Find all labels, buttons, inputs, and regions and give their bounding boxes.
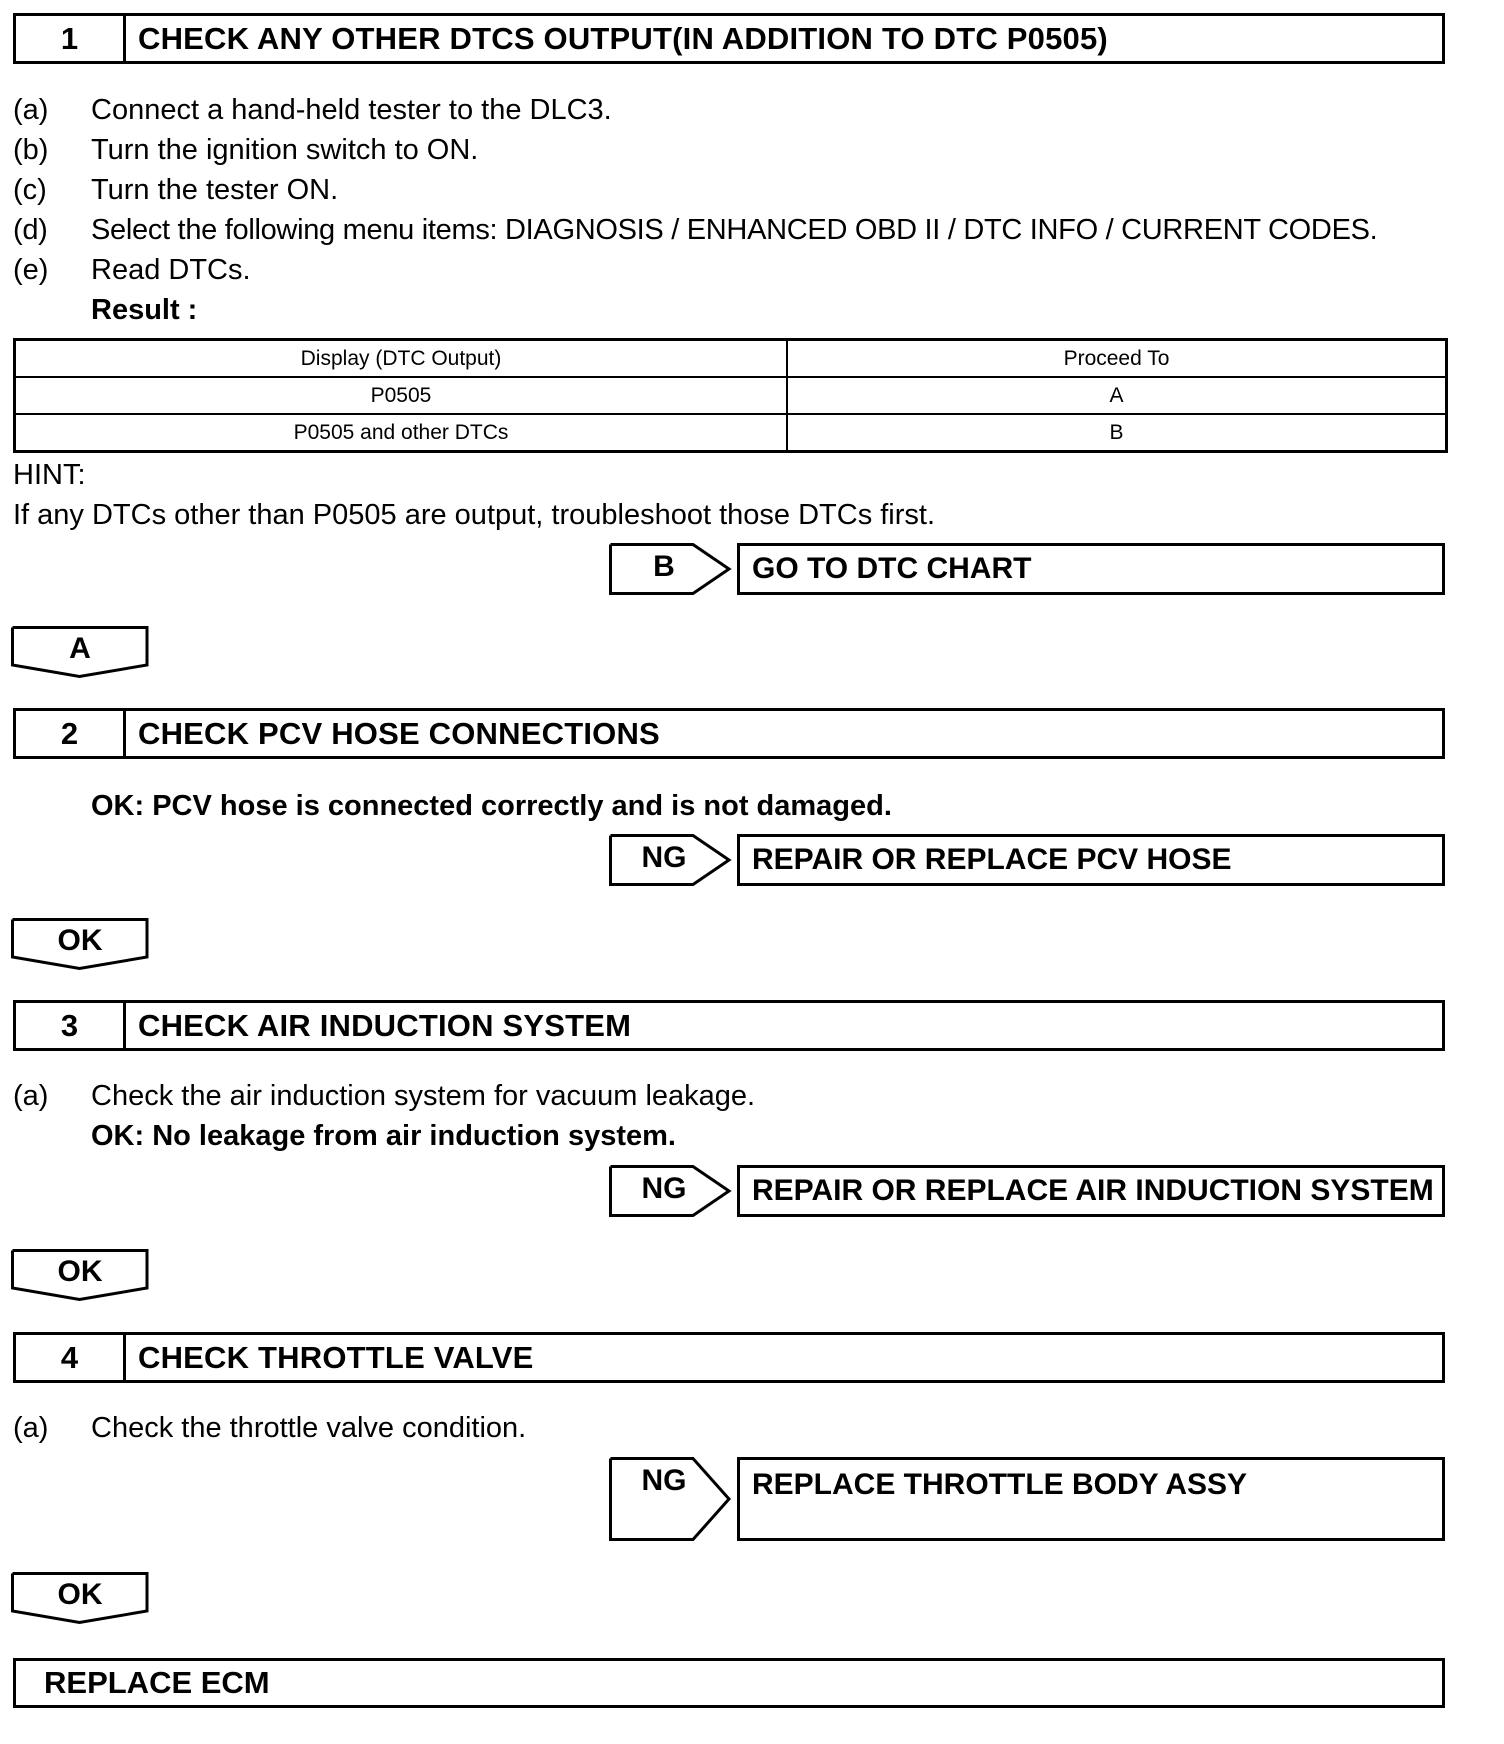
branch-action-box: REPAIR OR REPLACE AIR INDUCTION SYSTEM	[737, 1165, 1445, 1217]
continue-label: OK	[57, 924, 103, 957]
table-row	[15, 414, 1447, 452]
step-number: 3	[16, 1003, 126, 1048]
continue-label: A	[69, 632, 91, 665]
table-header-row	[15, 340, 1447, 378]
table-header: Proceed To	[787, 340, 1447, 378]
instruction-label: (c)	[13, 174, 47, 206]
step-number: 4	[16, 1335, 126, 1380]
instruction-label: (a)	[13, 1412, 49, 1444]
ok-criteria: OK: PCV hose is connected correctly and is not damaged.	[91, 790, 892, 822]
table-cell: P0505	[15, 377, 788, 414]
continue-label: OK	[57, 1255, 103, 1288]
step-title: CHECK PCV HOSE CONNECTIONS	[138, 715, 660, 751]
instruction-text: Turn the tester ON.	[91, 174, 339, 206]
result-label: Result :	[91, 294, 198, 326]
table-cell: B	[787, 414, 1447, 452]
instruction-text: Read DTCs.	[91, 254, 251, 286]
step-number: 1	[16, 16, 126, 61]
instruction-text: Check the air induction system for vacuum leakage.	[91, 1080, 756, 1112]
step-1-header	[13, 13, 1445, 64]
branch-action-box: REPLACE THROTTLE BODY ASSY	[737, 1457, 1445, 1541]
table-cell: P0505 and other DTCs	[15, 414, 788, 452]
instruction-label: (e)	[13, 254, 49, 286]
step-title: CHECK THROTTLE VALVE	[138, 1339, 534, 1375]
instruction-text: Connect a hand-held tester to the DLC3.	[91, 94, 612, 126]
branch-label: NG	[641, 841, 687, 874]
instruction-label: (b)	[13, 134, 49, 166]
final-action-box: REPLACE ECM	[13, 1658, 1445, 1708]
step-title: CHECK ANY OTHER DTCS OUTPUT(IN ADDITION TO DTC P0505)	[138, 20, 1108, 56]
branch-label: B	[653, 550, 675, 583]
instruction-text: Check the throttle valve condition.	[91, 1412, 527, 1444]
step-4-header	[13, 1332, 1445, 1383]
instruction-label: (a)	[13, 94, 49, 126]
instruction-label: (d)	[13, 214, 48, 246]
step-2-header	[13, 708, 1445, 759]
branch-action-box: GO TO DTC CHART	[737, 543, 1445, 595]
branch-label: NG	[641, 1172, 687, 1205]
branch-action-box: REPAIR OR REPLACE PCV HOSE	[737, 834, 1445, 886]
continue-label: OK	[57, 1578, 103, 1611]
step-3-header	[13, 1000, 1445, 1051]
step-number: 2	[16, 711, 126, 756]
result-table	[13, 338, 1448, 453]
instruction-text: Select the following menu items: DIAGNOSIS / ENHANCED OBD II / DTC INFO / CURRENT CODES.	[91, 214, 1378, 246]
table-cell: A	[787, 377, 1447, 414]
instruction-label: (a)	[13, 1080, 49, 1112]
branch-label: NG	[641, 1464, 687, 1497]
ok-criteria: OK: No leakage from air induction system.	[91, 1120, 676, 1152]
table-header: Display (DTC Output)	[15, 340, 788, 378]
instruction-text: Turn the ignition switch to ON.	[91, 134, 479, 166]
hint-label: HINT:	[13, 459, 86, 491]
hint-text: If any DTCs other than P0505 are output, troubleshoot those DTCs first.	[13, 499, 936, 531]
table-row	[15, 377, 1447, 414]
step-title: CHECK AIR INDUCTION SYSTEM	[138, 1007, 632, 1043]
